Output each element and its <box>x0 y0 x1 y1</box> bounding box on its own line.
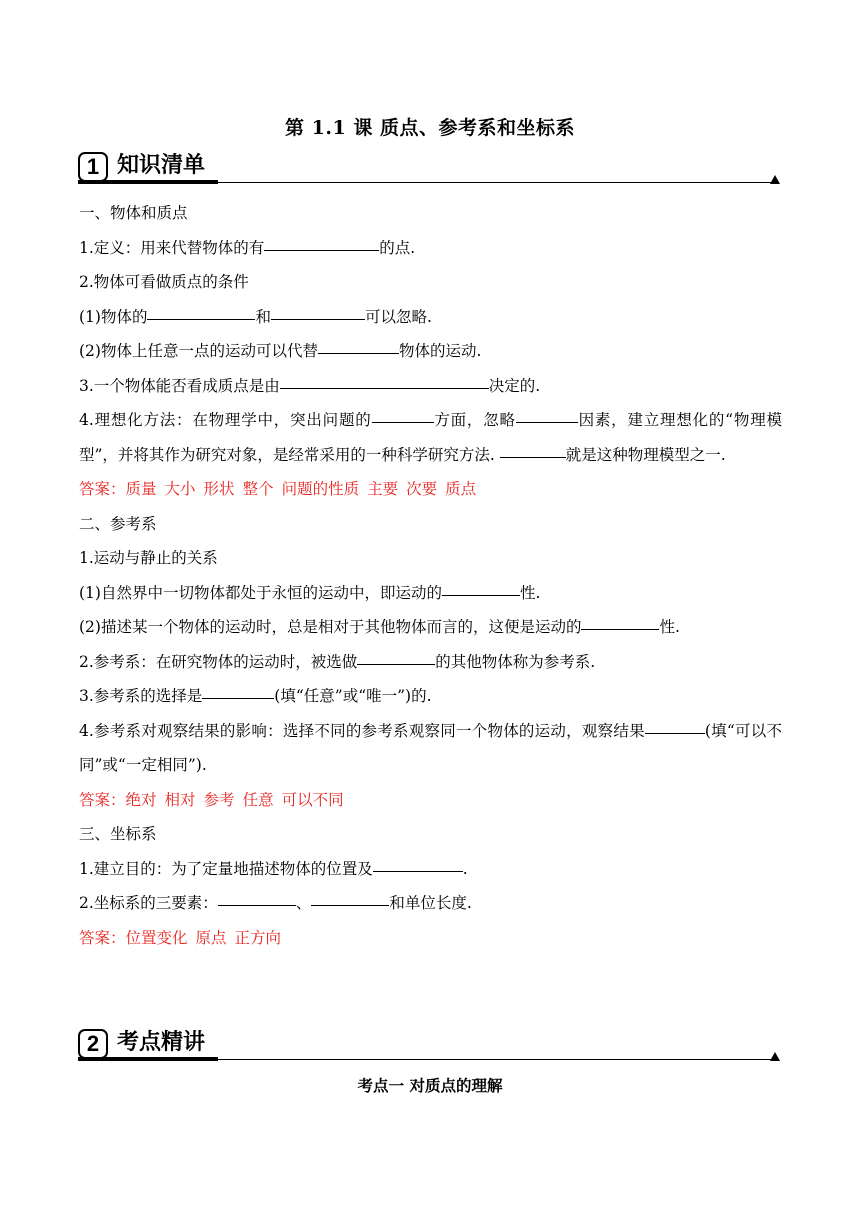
answer-line: 答案：位置变化 原点 正方向 <box>79 928 282 947</box>
point-2: 2.坐标系的三要素： 、 和单位长度. <box>79 894 472 912</box>
fill-blank <box>581 628 659 630</box>
condition-line-2: (2)物体上任意一点的运动可以代替 物体的运动. <box>79 342 482 360</box>
page-title: 第 1.1 课 质点、参考系和坐标系 <box>285 117 575 139</box>
relation-line-1: (1)自然界中一切物体都处于永恒的运动中，即运动的 性. <box>79 583 541 602</box>
fill-blank <box>442 594 520 596</box>
exam-point-heading: 考点一 对质点的理解 <box>357 1076 503 1095</box>
fill-blank <box>271 318 365 320</box>
point-4: 4.理想化方法：在物理学中，突出问题的 方面，忽略 因素，建立理想化的“物理模型”，并将其作为研究对象，是经常采用的一种科学研究方法. 就是这种物理模型之一. <box>79 411 782 464</box>
fill-blank <box>318 352 399 354</box>
heavy-rule <box>78 180 218 184</box>
section-title: 知识清单 <box>117 153 206 178</box>
thin-rule <box>218 182 771 183</box>
section-header-exam-points <box>78 1027 780 1061</box>
fill-blank <box>357 663 435 665</box>
part-heading: 一、物体和质点 <box>79 204 188 222</box>
point-4: 4.参考系对观察结果的影响：选择不同的参考系观察同一个物体的运动，观察结果 (填“可以不同”或“一定相同”). <box>79 721 782 774</box>
fill-blank <box>516 421 578 423</box>
relation-heading: 1.运动与静止的关系 <box>79 549 218 567</box>
thin-rule <box>218 1059 771 1060</box>
answer-line: 答案：质量 大小 形状 整个 问题的性质 主要 次要 质点 <box>79 480 477 498</box>
fill-blank <box>372 421 434 423</box>
fill-blank <box>311 904 389 906</box>
knowledge-content <box>79 196 782 955</box>
point-3: 3.一个物体能否看成质点是由 决定的. <box>79 376 541 395</box>
fill-blank <box>645 732 705 734</box>
fill-blank <box>373 870 463 872</box>
fill-blank <box>147 318 255 320</box>
part-heading: 三、坐标系 <box>79 825 157 843</box>
relation-line-2: (2)描述某一个物体的运动时，总是相对于其他物体而言的，这便是运动的 性. <box>79 618 680 636</box>
condition-line-1: (1)物体的 和 可以忽略. <box>79 307 432 326</box>
fill-blank <box>280 387 489 389</box>
point-3: 3.参考系的选择是 (填“任意”或“唯一”)的. <box>79 687 432 705</box>
fill-blank <box>218 904 296 906</box>
section-title: 考点精讲 <box>117 1030 206 1055</box>
point-2: 2.参考系：在研究物体的运动时，被选做 的其他物体称为参考系. <box>79 652 596 671</box>
fill-blank <box>500 456 566 458</box>
point-1: 1.建立目的：为了定量地描述物体的位置及 . <box>79 859 468 878</box>
definition-line: 1.定义：用来代替物体的有 的点. <box>79 238 416 257</box>
section-number-badge: 1 <box>78 152 108 182</box>
answer-line: 答案：绝对 相对 参考 任意 可以不同 <box>79 790 344 809</box>
part-heading: 二、参考系 <box>79 514 157 533</box>
triangle-icon <box>770 1052 780 1061</box>
section-number-badge: 2 <box>78 1029 108 1059</box>
triangle-icon <box>770 175 780 184</box>
heavy-rule <box>78 1057 218 1061</box>
section-header-knowledge <box>78 150 780 184</box>
condition-heading: 2.物体可看做质点的条件 <box>79 273 249 291</box>
fill-blank <box>264 249 379 251</box>
fill-blank <box>202 697 274 699</box>
